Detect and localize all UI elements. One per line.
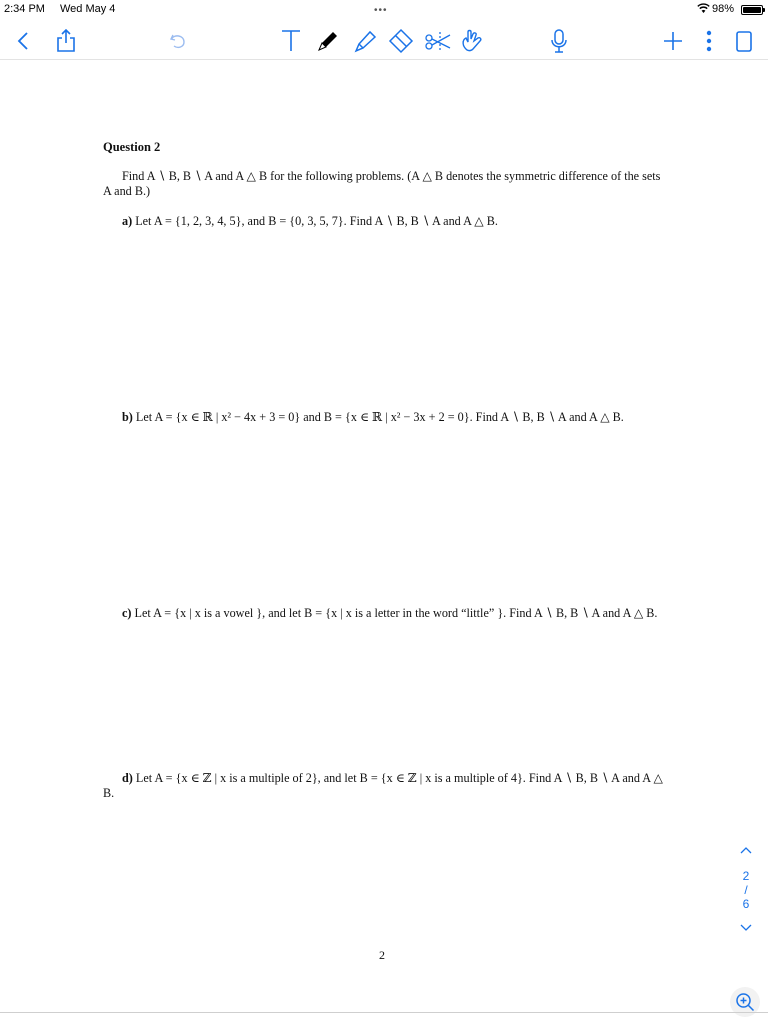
document-page[interactable] — [0, 61, 768, 1012]
toolbar — [0, 20, 768, 60]
eraser-icon[interactable] — [386, 26, 416, 56]
part-b — [103, 410, 665, 425]
part-a-label: a) — [122, 214, 133, 228]
intro-paragraph: Find A ∖ B, B ∖ A and A △ B for the following problems. (A △ B denotes the symmetric difference of the sets A and B.) — [103, 169, 661, 198]
part-a — [103, 214, 665, 229]
back-chevron-icon[interactable] — [8, 26, 38, 56]
part-c-text: Let A = {x | x is a vowel }, and let B = {x | x is a letter in the word “little” }. Find A ∖ B, B ∖ A and A △ B. — [134, 606, 658, 620]
page-navigator — [738, 843, 754, 935]
total-pages: 6 — [742, 897, 750, 911]
part-c — [103, 606, 665, 621]
part-d-label: d) — [122, 771, 133, 785]
scissors-icon[interactable] — [423, 26, 453, 56]
multitasking-dots-icon[interactable]: ••• — [374, 5, 388, 16]
battery-percent: 98% — [712, 3, 735, 15]
battery-icon — [741, 5, 763, 15]
share-icon[interactable] — [51, 26, 81, 56]
status-bar — [0, 0, 768, 20]
page-view-icon[interactable] — [729, 26, 759, 56]
microphone-icon[interactable] — [544, 26, 574, 56]
text-tool-icon[interactable] — [276, 26, 306, 56]
status-date: Wed May 4 — [60, 3, 116, 15]
page-number: 2 — [379, 948, 385, 962]
next-page-icon[interactable] — [738, 921, 754, 935]
hand-touch-icon[interactable] — [458, 26, 488, 56]
zoom-in-icon — [735, 992, 755, 1012]
part-d-text: Let A = {x ∈ ℤ | x is a multiple of 2}, and let B = {x ∈ ℤ | x is a multiple of 4}. Find A ∖ B, B ∖ A and A △ B. — [103, 771, 663, 800]
part-b-label: b) — [122, 410, 133, 424]
undo-icon[interactable] — [163, 26, 193, 56]
part-d — [103, 771, 665, 801]
more-icon[interactable] — [694, 26, 724, 56]
page-separator: / — [744, 883, 748, 897]
question-title: Question 2 — [103, 140, 161, 154]
bottom-divider — [0, 1012, 768, 1013]
current-page: 2 — [742, 869, 750, 883]
part-c-label: c) — [122, 606, 132, 620]
part-a-text: Let A = {1, 2, 3, 4, 5}, and B = {0, 3, 5, 7}. Find A ∖ B, B ∖ A and A △ B. — [135, 214, 498, 228]
document-canvas[interactable] — [0, 61, 768, 1012]
status-time: 2:34 PM — [4, 3, 45, 15]
wifi-icon — [697, 3, 710, 17]
previous-page-icon[interactable] — [738, 843, 754, 857]
part-b-text: Let A = {x ∈ ℝ | x² − 4x + 3 = 0} and B = {x ∈ ℝ | x² − 3x + 2 = 0}. Find A ∖ B, B ∖ A and A △ B. — [135, 410, 624, 424]
highlighter-icon[interactable] — [351, 26, 381, 56]
add-icon[interactable] — [658, 26, 688, 56]
pen-icon[interactable] — [313, 26, 343, 56]
